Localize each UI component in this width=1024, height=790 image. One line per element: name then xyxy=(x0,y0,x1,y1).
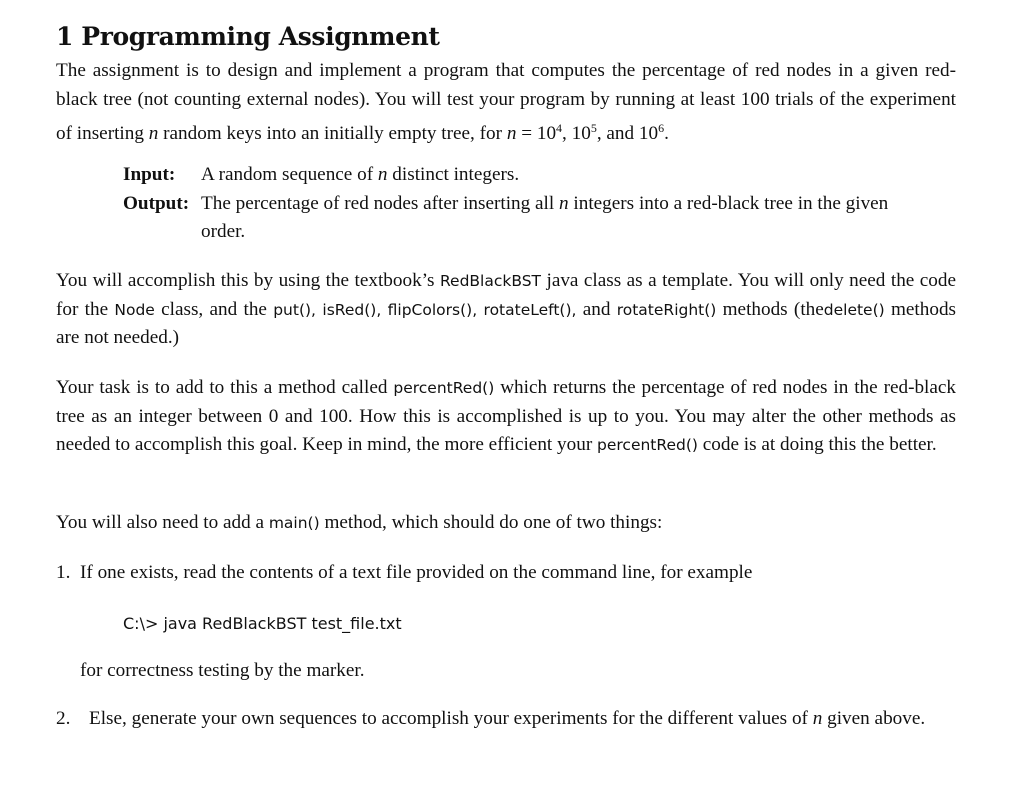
input-description xyxy=(201,161,921,189)
p2-text-5: methods (the xyxy=(722,298,824,320)
code-delete: delete() xyxy=(823,300,885,319)
code-percent-red: percentRed() xyxy=(597,436,698,454)
list-number: 2. xyxy=(56,708,71,729)
separator: , xyxy=(562,123,567,144)
output-text-1: The percentage of red nodes after inserting all xyxy=(201,193,555,214)
code-class-name: RedBlackBST xyxy=(439,272,542,290)
p4-text-1: You will also need to add a xyxy=(56,512,265,533)
p3-text-1: Your task is to add to this a method called xyxy=(56,377,388,398)
n-variable: n xyxy=(559,193,569,214)
p2-text-6: methods are not needed.) xyxy=(56,298,957,348)
list-item-1-followup: for correctness testing by the marker. xyxy=(80,660,365,681)
intro-text-2: random keys into an initially empty tree, for xyxy=(163,123,503,144)
intro-text-1: The assignment is to design and implement a program that computes the percentage of red nodes in a given red-black tree (not counting external nodes). You will test your program by running at least 100 trials of the experiment of inserting xyxy=(56,60,956,144)
p4-text-2: method, which should do one of two things: xyxy=(324,512,663,533)
task-paragraph xyxy=(56,374,956,460)
power-exponent: 5 xyxy=(590,121,597,135)
power-exponent: 4 xyxy=(556,121,563,135)
code-percent-red: percentRed() xyxy=(393,379,495,397)
list-number: 1. xyxy=(56,562,71,583)
template-paragraph xyxy=(56,267,956,353)
p2-text-4: and xyxy=(582,298,611,320)
code-node: Node xyxy=(114,300,155,319)
power-exponent: 6 xyxy=(658,121,665,135)
p3-text-2: which returns the percentage of red nodes in the red-black tree as an integer between 0 and 100. How this is accomplished is up to you. You may alter the other methods as needed to accomplish this goal. Keep in mind, the more efficient your xyxy=(56,377,957,455)
power-base: 10 xyxy=(571,123,591,144)
output-label: Output: xyxy=(123,193,190,214)
n-variable: n xyxy=(812,708,823,729)
n-variable: n xyxy=(377,164,388,185)
section-heading: 1 Programming Assignment xyxy=(56,22,440,51)
n-variable: n xyxy=(148,123,159,144)
item2-text-2: given above. xyxy=(827,708,926,729)
list-item-1: If one exists, read the contents of a text file provided on the command line, for example xyxy=(80,562,753,583)
equals-sign: = xyxy=(521,123,533,144)
output-description xyxy=(201,190,921,246)
output-text-2: integers into a red-black tree in the given order. xyxy=(201,193,889,242)
power-base: 10 xyxy=(638,123,659,144)
p2-text-2: java class as a template. You will only need the code for the xyxy=(56,270,956,320)
separator: , and xyxy=(596,123,635,144)
p3-text-3: code is at doing this the better. xyxy=(702,434,937,455)
period: . xyxy=(664,123,669,144)
p2-text-1: You will accomplish this by using the textbook’s xyxy=(56,270,435,291)
item2-text-1: Else, generate your own sequences to accomplish your experiments for the different values of xyxy=(89,708,808,729)
input-text-2: distinct integers. xyxy=(392,164,520,185)
intro-paragraph xyxy=(56,57,956,149)
main-method-paragraph xyxy=(56,509,956,538)
code-main: main() xyxy=(268,514,320,532)
command-example: C:\> java RedBlackBST test_file.txt xyxy=(123,614,402,633)
input-text-1: A random sequence of xyxy=(201,164,374,185)
input-label: Input: xyxy=(123,164,176,185)
n-variable: n xyxy=(506,123,517,144)
list-item-2 xyxy=(89,705,959,734)
code-rotate-right: rotateRight() xyxy=(616,300,717,319)
code-methods: put(), isRed(), flipColors(), rotateLeft(), xyxy=(273,300,577,319)
p2-text-3: class, and the xyxy=(161,298,267,320)
power-base: 10 xyxy=(536,123,557,144)
